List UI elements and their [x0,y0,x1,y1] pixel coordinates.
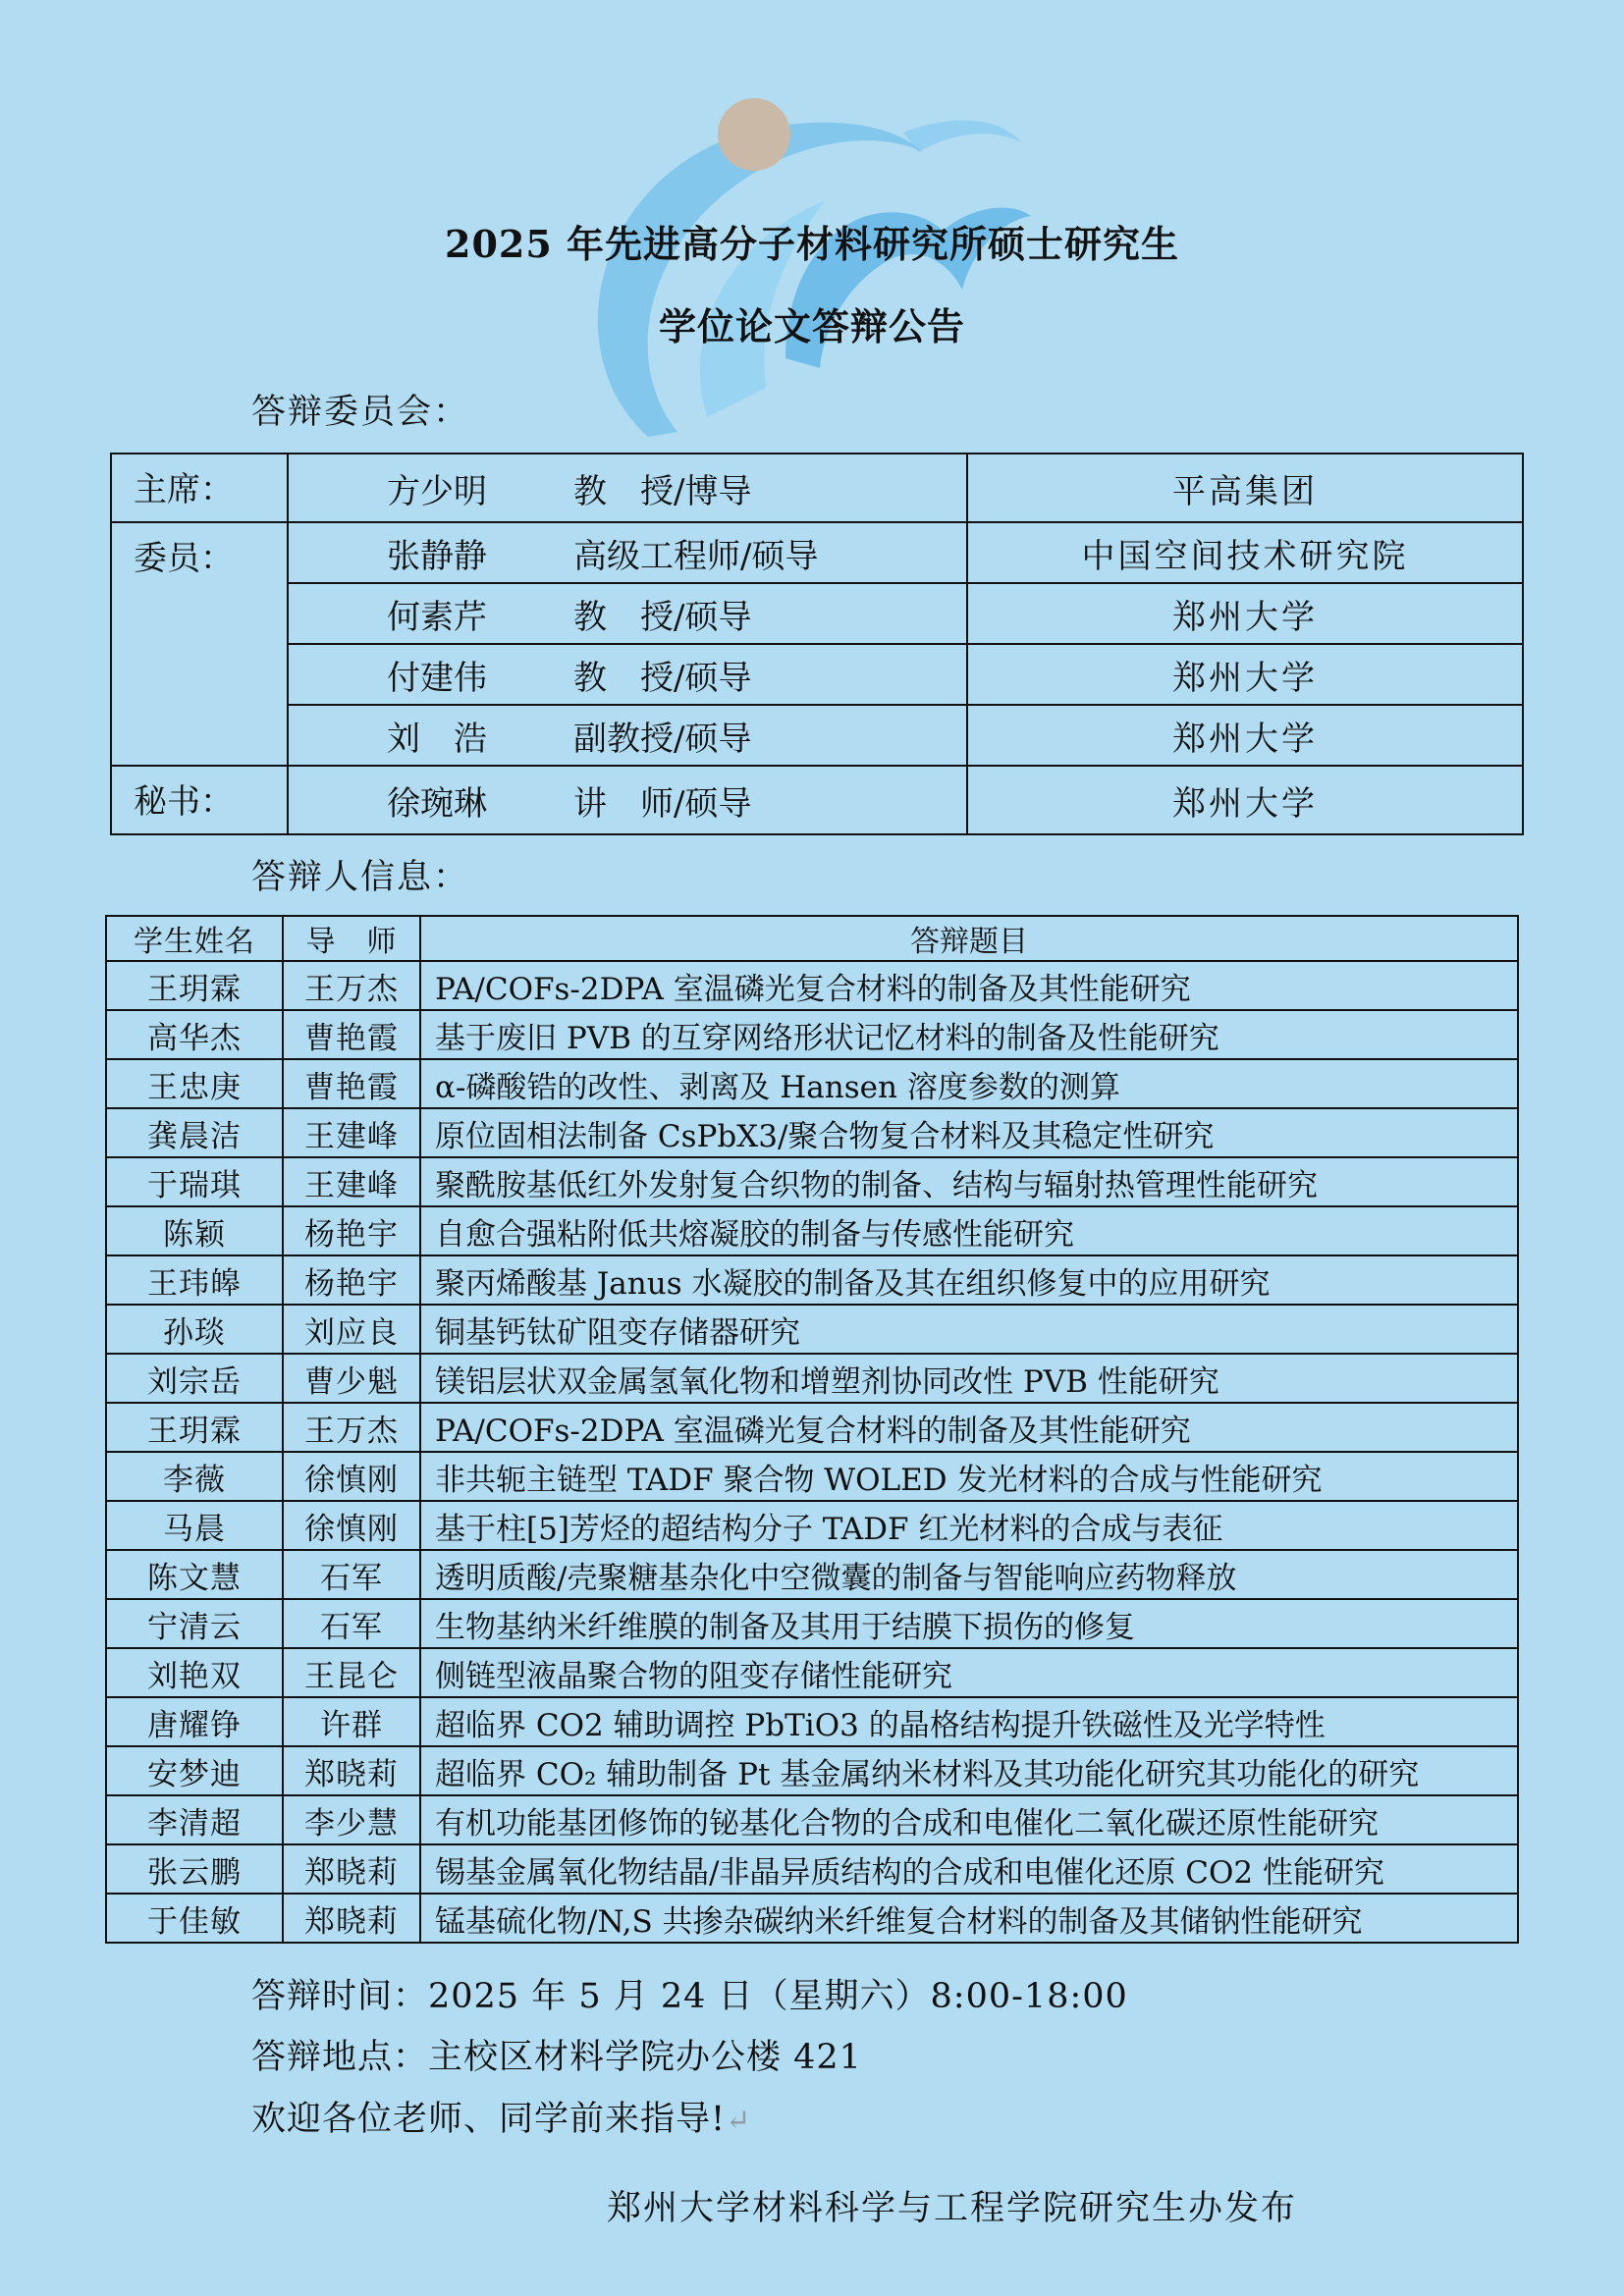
thesis-title-cell: 锡基金属氧化物结晶/非晶异质结构的合成和电催化还原 CO2 性能研究 [420,1844,1518,1894]
table-row [106,1894,1518,1943]
committee-row [111,454,1523,522]
thesis-title-cell: 聚丙烯酸基 Janus 水凝胶的制备及其在组织修复中的应用研究 [420,1255,1518,1305]
advisor-cell: 李少慧 [283,1795,420,1844]
student-name-cell: 唐耀铮 [106,1697,283,1746]
table-row [106,1452,1518,1501]
committee-row [111,583,1523,644]
table-row [106,1795,1518,1844]
table-row [106,1157,1518,1206]
advisor-cell: 曹艳霞 [283,1010,420,1059]
table-row [106,1501,1518,1550]
student-name-cell: 张云鹏 [106,1844,283,1894]
thesis-title-cell: 有机功能基团修饰的铋基化合物的合成和电催化二氧化碳还原性能研究 [420,1795,1518,1844]
welcome-message-line [251,2092,751,2141]
student-name-cell: 孙琰 [106,1305,283,1354]
thesis-title-cell: 基于废旧 PVB 的互穿网络形状记忆材料的制备及性能研究 [420,1010,1518,1059]
advisor-cell: 石军 [283,1550,420,1599]
student-name-cell: 高华杰 [106,1010,283,1059]
student-name-cell: 龚晨洁 [106,1108,283,1157]
student-name-cell: 李清超 [106,1795,283,1844]
table-row [106,1206,1518,1255]
table-row [106,1059,1518,1108]
thesis-title-cell: 非共轭主链型 TADF 聚合物 WOLED 发光材料的合成与性能研究 [420,1452,1518,1501]
defense-table-body [106,916,1518,1943]
student-name-cell: 马晨 [106,1501,283,1550]
table-row [106,1255,1518,1305]
advisor-cell: 郑晓莉 [283,1844,420,1894]
role-label: 委员： [111,522,288,766]
announcement-title-line2: 学位论文答辩公告 [658,304,965,348]
header-advisor: 导 师 [283,916,420,961]
advisor-cell: 徐慎刚 [283,1501,420,1550]
thesis-title-cell: 生物基纳米纤维膜的制备及其用于结膜下损伤的修复 [420,1599,1518,1648]
table-row [106,1403,1518,1452]
table-row [106,961,1518,1010]
table-row [106,1599,1518,1648]
committee-row [111,766,1523,834]
thesis-title-cell: 超临界 CO₂ 辅助制备 Pt 基金属纳米材料及其功能化研究其功能化的研究 [420,1746,1518,1795]
thesis-title-cell: 自愈合强粘附低共熔凝胶的制备与传感性能研究 [420,1206,1518,1255]
table-header-row [106,916,1518,961]
publisher-footer: 郑州大学材料科学与工程学院研究生办发布 [607,2189,1298,2228]
defense-time: 答辩时间：2025 年 5 月 24 日（星期六）8:00-18:00 [251,1977,1128,2016]
member-title: 教 授/硕导 [573,658,752,698]
thesis-title-cell: PA/COFs-2DPA 室温磷光复合材料的制备及其性能研究 [420,1403,1518,1452]
thesis-title-cell: 铜基钙钛矿阻变存储器研究 [420,1305,1518,1354]
student-name-cell: 于瑞琪 [106,1157,283,1206]
table-row [106,1108,1518,1157]
table-row [106,1550,1518,1599]
thesis-title-cell: 超临界 CO2 辅助调控 PbTiO3 的晶格结构提升铁磁性及光学特性 [420,1697,1518,1746]
student-name-cell: 王玮皞 [106,1255,283,1305]
member-name: 何素芹 [387,597,487,637]
member-title: 副教授/硕导 [573,719,752,759]
member-name: 张静静 [387,536,487,576]
thesis-title-cell: 基于柱[5]芳烃的超结构分子 TADF 红光材料的合成与表征 [420,1501,1518,1550]
table-row [106,1697,1518,1746]
member-org: 郑州大学 [967,583,1523,644]
member-cell [288,583,967,644]
advisor-cell: 王万杰 [283,1403,420,1452]
thesis-title-cell: 锰基硫化物/N,S 共掺杂碳纳米纤维复合材料的制备及其储钠性能研究 [420,1894,1518,1943]
table-row [106,1354,1518,1403]
member-name: 付建伟 [387,658,487,698]
advisor-cell: 王建峰 [283,1108,420,1157]
committee-heading: 答辩委员会： [251,393,470,432]
thesis-title-cell: 原位固相法制备 CsPbX3/聚合物复合材料及其稳定性研究 [420,1108,1518,1157]
thesis-title-cell: 透明质酸/壳聚糖基杂化中空微囊的制备与智能响应药物释放 [420,1550,1518,1599]
thesis-title-cell: 镁铝层状双金属氢氧化物和增塑剂协同改性 PVB 性能研究 [420,1354,1518,1403]
advisor-cell: 杨艳宇 [283,1255,420,1305]
advisor-cell: 石军 [283,1599,420,1648]
committee-row [111,522,1523,583]
student-name-cell: 宁清云 [106,1599,283,1648]
advisor-cell: 杨艳宇 [283,1206,420,1255]
student-name-cell: 陈颖 [106,1206,283,1255]
member-cell [288,454,967,522]
member-name: 方少明 [387,471,487,511]
announcement-title-line1: 2025 年先进高分子材料研究所硕士研究生 [445,222,1179,266]
thesis-title-cell: 侧链型液晶聚合物的阻变存储性能研究 [420,1648,1518,1697]
member-cell [288,522,967,583]
header-thesis-title: 答辩题目 [420,916,1518,961]
return-mark: ↵ [726,2104,752,2138]
thesis-title-cell: 聚酰胺基低红外发射复合织物的制备、结构与辐射热管理性能研究 [420,1157,1518,1206]
advisor-cell: 王万杰 [283,961,420,1010]
member-title: 高级工程师/硕导 [573,536,819,576]
committee-table [110,453,1524,835]
student-name-cell: 于佳敏 [106,1894,283,1943]
member-org: 郑州大学 [967,766,1523,834]
member-cell [288,705,967,766]
member-title: 讲 师/硕导 [573,783,752,824]
table-row [106,1305,1518,1354]
header-student-name: 学生姓名 [106,916,283,961]
advisor-cell: 郑晓莉 [283,1746,420,1795]
student-name-cell: 李薇 [106,1452,283,1501]
student-name-cell: 王玥霖 [106,961,283,1010]
member-org: 中国空间技术研究院 [967,522,1523,583]
table-row [106,1844,1518,1894]
advisor-cell: 刘应良 [283,1305,420,1354]
advisor-cell: 许群 [283,1697,420,1746]
advisor-cell: 王昆仑 [283,1648,420,1697]
student-name-cell: 刘宗岳 [106,1354,283,1403]
advisor-cell: 曹少魁 [283,1354,420,1403]
member-org: 郑州大学 [967,644,1523,705]
student-name-cell: 王忠庚 [106,1059,283,1108]
member-org: 平高集团 [967,454,1523,522]
table-row [106,1648,1518,1697]
welcome-message: 欢迎各位老师、同学前来指导! [251,2100,727,2139]
member-title: 教 授/硕导 [573,597,752,637]
thesis-title-cell: PA/COFs-2DPA 室温磷光复合材料的制备及其性能研究 [420,961,1518,1010]
advisor-cell: 王建峰 [283,1157,420,1206]
member-name: 徐琬琳 [387,783,487,824]
table-row [106,1746,1518,1795]
advisor-cell: 徐慎刚 [283,1452,420,1501]
committee-row [111,644,1523,705]
defense-table [105,915,1519,1944]
member-name: 刘 浩 [387,719,487,759]
student-name-cell: 刘艳双 [106,1648,283,1697]
defender-heading: 答辩人信息： [251,858,470,897]
committee-row [111,705,1523,766]
member-cell [288,766,967,834]
student-name-cell: 陈文慧 [106,1550,283,1599]
table-row [106,1010,1518,1059]
member-cell [288,644,967,705]
defense-place: 答辩地点：主校区材料学院办公楼 421 [251,2038,862,2077]
student-name-cell: 安梦迪 [106,1746,283,1795]
institute-logo [560,93,1051,466]
thesis-title-cell: α-磷酸锆的改性、剥离及 Hansen 溶度参数的测算 [420,1059,1518,1108]
role-label: 主席： [111,454,288,522]
member-org: 郑州大学 [967,705,1523,766]
role-label: 秘书： [111,766,288,834]
advisor-cell: 曹艳霞 [283,1059,420,1108]
member-title: 教 授/博导 [573,471,752,511]
advisor-cell: 郑晓莉 [283,1894,420,1943]
student-name-cell: 王玥霖 [106,1403,283,1452]
